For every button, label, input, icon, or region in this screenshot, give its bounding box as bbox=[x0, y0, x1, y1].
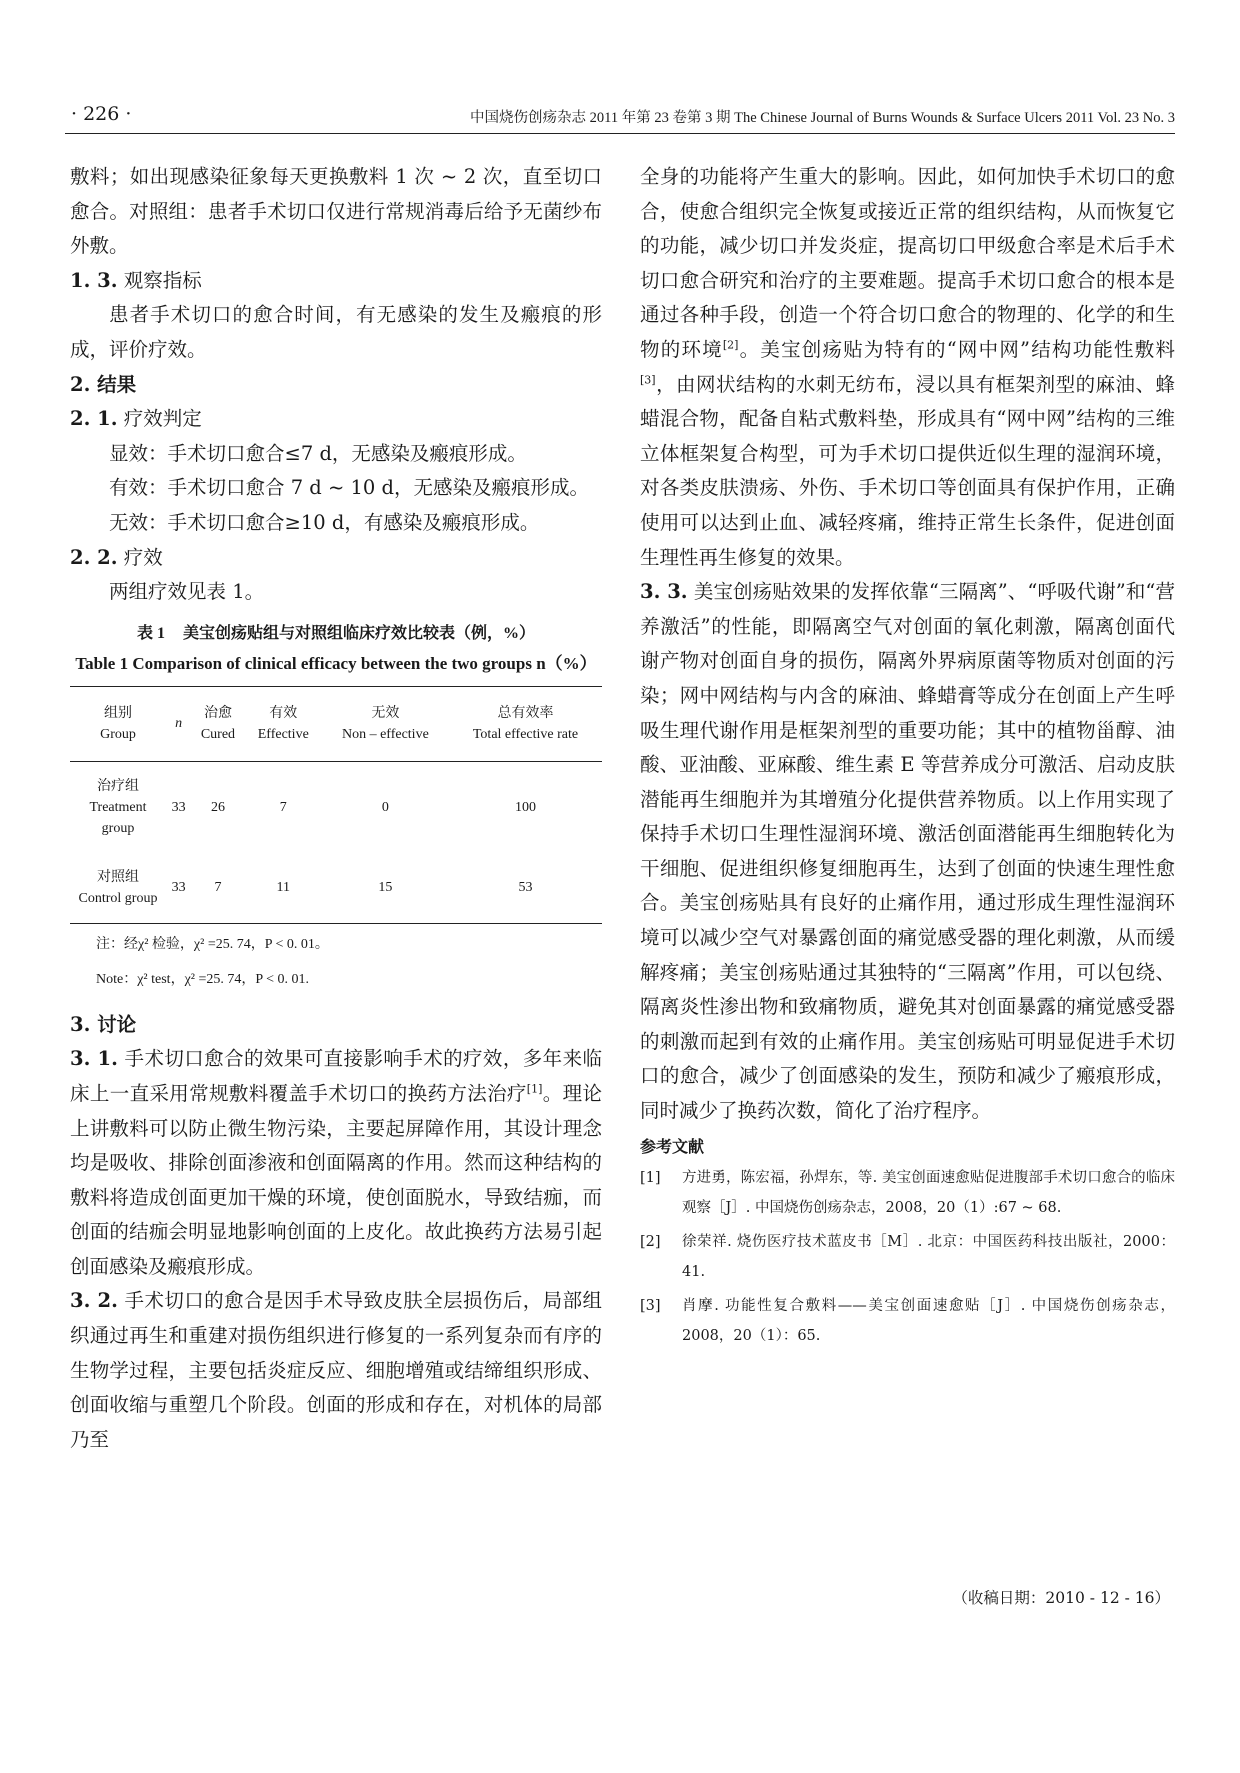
citation: [1] bbox=[526, 1082, 543, 1096]
section-heading-2: 2. 结果 bbox=[70, 372, 137, 396]
section-title: 观察指标 bbox=[117, 268, 202, 292]
effective-cell: 7 bbox=[279, 799, 287, 815]
paragraph-3-1: 3. 1. 手术切口愈合的效果可直接影响手术的疗效，多年来临床上一直采用常规敷料覆盖手术切口的换药方法治疗[1]。理论上讲敷料可以防止微生物污染，主要起屏障作用，其设计理念均是吸收、排除创面渗液和创面隔离的作用。然而这种结构的敷料将造成创面更加干燥的环境，使创面脱水，导致结痂，而创面的结痂会明显地影响创面的上皮化。故此换药方法易引起创面感染及瘢痕形成。 bbox=[70, 1047, 602, 1278]
section-heading-2-2 bbox=[70, 541, 602, 576]
table-header-row bbox=[70, 686, 602, 761]
table-row bbox=[70, 761, 602, 853]
right-column bbox=[640, 160, 1175, 1355]
paragraph: 有效：手术切口愈合 7 d ~ 10 d，无感染及瘢痕形成。 bbox=[109, 476, 590, 500]
citation: [3] bbox=[640, 373, 656, 387]
paragraph: 患者手术切口的愈合时间，有无感染的发生及瘢痕的形成，评价疗效。 bbox=[70, 303, 602, 361]
section-number: 3. 1. bbox=[70, 1047, 118, 1071]
group-cell: 治疗组 Treatment group bbox=[89, 778, 147, 836]
paragraph: 敷料；如出现感染征象每天更换敷料 1 次 ~ 2 次，直至切口愈合。对照组：患者手术切口仅进行常规消毒后给予无菌纱布外敷。 bbox=[70, 165, 602, 258]
references-title: 参考文献 bbox=[640, 1136, 705, 1156]
effective-cell: 11 bbox=[276, 880, 290, 896]
table-title-cn: 美宝创疡贴组与对照组临床疗效比较表（例，%） bbox=[183, 624, 536, 642]
table-row bbox=[70, 853, 602, 924]
reference-item: [3] 肖摩. 功能性复合敷料——美宝创面速愈贴［J］. 中国烧伤创疡杂志，2008，20（1）：65. bbox=[640, 1297, 1175, 1344]
results-table-block bbox=[70, 620, 602, 994]
table-caption-en: Table 1 Comparison of clinical efficacy between the two groups n（%） bbox=[75, 653, 597, 673]
section-title: 疗效 bbox=[117, 545, 163, 569]
non-effective-cell: 0 bbox=[381, 799, 389, 815]
journal-citation: 中国烧伤创疡杂志 2011 年第 23 卷第 3 期 The Chinese Journal of Burns Wounds & Surface Ulcers 2011 Vol. 23 No. 3 bbox=[470, 110, 1175, 126]
table-caption-cn bbox=[70, 620, 602, 648]
header-cell: 组别 Group bbox=[100, 705, 136, 742]
n-cell: 33 bbox=[171, 799, 186, 815]
section-number: 3. 3. bbox=[640, 580, 688, 604]
header-cell: 总有效率 Total effective rate bbox=[472, 705, 579, 742]
section-number: 3. 2. bbox=[70, 1289, 118, 1313]
reference-item: [1] 方进勇，陈宏福，孙焊东，等. 美宝创面速愈贴促进腹部手术切口愈合的临床观察［J］. 中国烧伤创疡杂志，2008，20（1）:67 ~ 68. bbox=[640, 1169, 1175, 1216]
reference-item: [2] 徐荣祥. 烧伤医疗技术蓝皮书［M］. 北京：中国医药科技出版社，2000：41. bbox=[640, 1233, 1175, 1280]
paragraph: 两组疗效见表 1。 bbox=[109, 580, 265, 604]
header-cell: n bbox=[175, 716, 183, 732]
header-cell: 治愈 Cured bbox=[200, 705, 236, 742]
non-effective-cell: 15 bbox=[378, 880, 393, 896]
header-cell: 无效 Non – effective bbox=[341, 705, 429, 742]
efficacy-table bbox=[70, 686, 602, 924]
section-heading-2-1 bbox=[70, 402, 602, 437]
citation: [2] bbox=[722, 338, 739, 352]
paragraph-3-2: 3. 2. 手术切口的愈合是因手术导致皮肤全层损伤后，局部组织通过再生和重建对损伤组织进行修复的一系列复杂而有序的生物学过程，主要包括炎症反应、细胞增殖或结缔组织形成、创面收缩与重塑几个阶段。创面的形成和存在，对机体的局部乃至 bbox=[70, 1289, 602, 1451]
cured-cell: 26 bbox=[210, 799, 225, 815]
table-note-en: Note：χ² test，χ² =25. 74，P < 0. 01. bbox=[96, 971, 310, 987]
received-date: （收稿日期：2010 - 12 - 16） bbox=[952, 1589, 1170, 1607]
table-label: 表 1 bbox=[136, 624, 165, 642]
section-number: 1. 3. bbox=[70, 268, 118, 292]
cured-cell: 7 bbox=[214, 880, 222, 896]
page-number: · 226 · bbox=[71, 103, 132, 125]
section-number: 2. 1. bbox=[70, 407, 118, 431]
header-cell: 有效 Effective bbox=[257, 705, 309, 742]
paragraph: 无效：手术切口愈合≥10 d，有感染及瘢痕形成。 bbox=[109, 510, 540, 534]
paragraph: 全身的功能将产生重大的影响。因此，如何加快手术切口的愈合，使愈合组织完全恢复或接近正常的组织结构，从而恢复它的功能，减少切口并发炎症，提高切口甲级愈合率是术后手术切口愈合研究和治疗的主要难题。提高手术切口愈合的根本是通过各种手段，创造一个符合切口愈合的物理的、化学的和生物的环境[2]。美宝创疡贴为特有的“网中网”结构功能性敷料[3]，由网状结构的水刺无纺布，浸以具有框架剂型的麻油、蜂蜡混合物，配备自粘式敷料垫，形成具有“网中网”结构的三维立体框架复合构型，可为手术切口提供近似生理的湿润环境，对各类皮肤溃疡、外伤、手术切口等创面具有保护作用，正确使用可以达到止血、减轻疼痛，维持正常生长条件，促进创面生理性再生修复的效果。 bbox=[640, 165, 1175, 569]
section-number: 2. 2. bbox=[70, 545, 118, 569]
group-cell: 对照组 Control group bbox=[78, 869, 158, 906]
left-column bbox=[70, 160, 602, 1457]
table-note-cn: 注：经χ² 检验，χ² =25. 74，P < 0. 01。 bbox=[96, 936, 329, 952]
n-cell: 33 bbox=[171, 880, 186, 896]
paragraph-3-3: 3. 3. 美宝创疡贴效果的发挥依靠“三隔离”、“呼吸代谢”和“营养激活”的性能，即隔离空气对创面的氧化刺激，隔离创面代谢产物对创面自身的损伤，隔离外界病原菌等物质对创面的污染；网中网结构与内含的麻油、蜂蜡膏等成分在创面上产生呼吸生理代谢作用是框架剂型的重要功能；其中的植物甾醇、油酸、亚油酸、亚麻酸、维生素 E 等营养成分可激活、启动皮肤潜能再生细胞并为其增殖分化提供营养物质。以上作用实现了保持手术切口生理性湿润环境、激活创面潜能再生细胞转化为干细胞、促进组织修复细胞再生，达到了创面的快速生理性愈合。美宝创疡贴具有良好的止痛作用，通过形成生理性湿润环境可以减少空气对暴露创面的痛觉感受器的理化刺激，从而缓解疼痛；美宝创疡贴通过其独特的“三隔离”作用，可以包绕、隔离炎性渗出物和致痛物质，避免其对创面暴露的痛觉感受器的刺激而起到有效的止痛作用。美宝创疡贴可明显促进手术切口的愈合，减少了创面感染的发生，预防和减少了瘢痕形成，同时减少了换药次数，简化了治疗程序。 bbox=[640, 580, 1175, 1123]
section-title: 疗效判定 bbox=[117, 407, 202, 431]
running-header bbox=[65, 103, 1175, 134]
section-heading-3: 3. 讨论 bbox=[70, 1012, 137, 1036]
section-heading-1-3 bbox=[70, 264, 602, 299]
total-rate-cell: 53 bbox=[518, 880, 533, 896]
total-rate-cell: 100 bbox=[514, 799, 536, 815]
paragraph: 显效：手术切口愈合≤7 d，无感染及瘢痕形成。 bbox=[109, 441, 527, 465]
